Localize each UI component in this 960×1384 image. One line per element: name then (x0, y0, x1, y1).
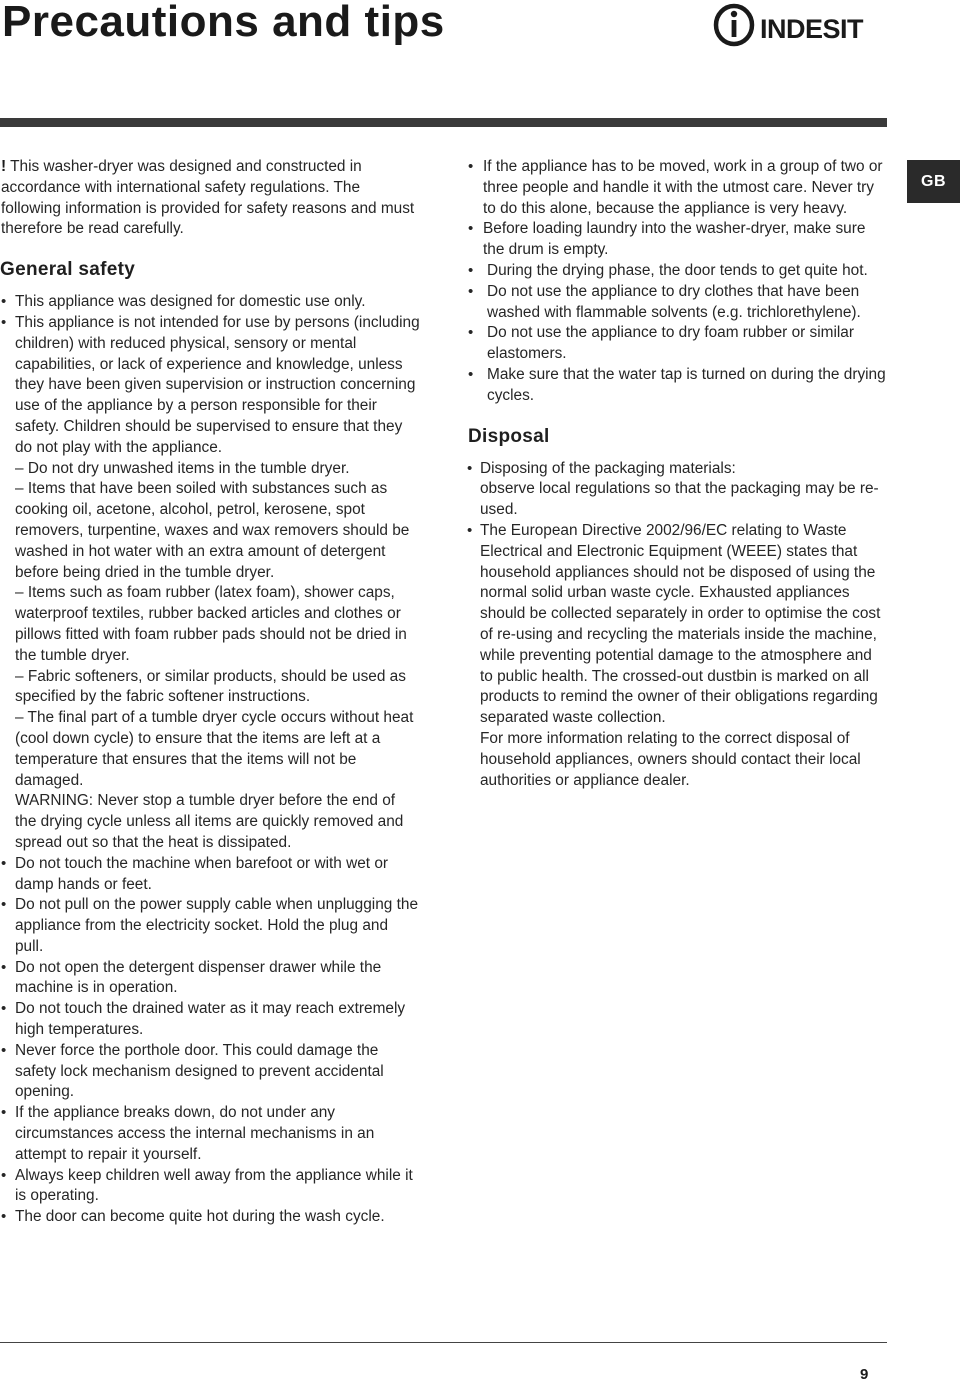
list-item-text: Do not touch the drained water as it may reach extremely high temperatures. (15, 1000, 406, 1039)
list-item-text: Before loading laundry into the washer-dryer, make sure the drum is empty. (483, 220, 866, 259)
right-column (466, 157, 886, 791)
list-item-text: This appliance was designed for domestic use only. (15, 293, 366, 311)
warning-paragraph: WARNING: Never stop a tumble dryer before the end of the drying cycle unless all items are quickly removed and spread out so that the heat is dissipated. (15, 792, 404, 851)
list-item (0, 1166, 420, 1208)
list-item-text: • This appliance is not intended for use by persons (including children) with reduced physical, sensory or mental capabilities, or lack of experience and knowledge, unless they have been given supervision or instruction concerning use of the appliance by a person responsible for their safety. Children should be supervised to ensure that they do not play with the appliance. (15, 313, 420, 456)
list-item (466, 219, 886, 261)
list-item-text: Do not open the detergent dispenser drawer while the machine is in operation. (15, 958, 382, 997)
list-item (0, 1103, 420, 1165)
list-item (466, 521, 886, 791)
list-item-text: If the appliance breaks down, do not under any circumstances access the internal mechanisms in an attempt to repair it yourself. (15, 1104, 375, 1163)
list-item-text: The door can become quite hot during the wash cycle. (15, 1208, 385, 1226)
drying-list (466, 261, 886, 407)
list-item-text: If the appliance has to be moved, work in a group of two or three people and handle it with the utmost care. Never try to do this alone, because the appliance is very heavy. (483, 158, 883, 217)
list-item-text: Always keep children well away from the appliance while it is operating. (15, 1166, 413, 1205)
list-item-text: Never force the porthole door. This could damage the safety lock mechanism designed to prevent accidental opening. (15, 1041, 384, 1101)
list-item-text: Do not pull on the power supply cable when unplugging the appliance from the electricity socket. Hold the plug and pull. (15, 896, 419, 955)
header-rule (0, 118, 887, 127)
list-item (0, 1207, 420, 1228)
list-item (466, 261, 886, 282)
footer-rule (0, 1342, 887, 1343)
page-number: 9 (860, 1366, 869, 1383)
disposal-list (466, 459, 886, 792)
list-item (466, 365, 886, 407)
list-item-text: Make sure that the water tap is turned on during the drying cycles. (487, 365, 886, 404)
list-item (0, 313, 420, 854)
list-item (466, 459, 886, 521)
list-item-text: Do not touch the machine when barefoot or with wet or damp hands or feet. (15, 854, 389, 893)
more-info-paragraph: For more information relating to the correct disposal of household appliances, owners should contact their local authorities or appliance dealer. (480, 729, 861, 789)
list-item-text: During the drying phase, the door tends to get quite hot. (487, 261, 868, 279)
handling-list (466, 157, 886, 261)
language-tab: GB (907, 160, 960, 203)
disposal-heading: Disposal (468, 425, 550, 447)
list-item (0, 292, 420, 313)
dash-paragraph: – Do not dry unwashed items in the tumble dryer. (15, 459, 350, 477)
list-item (466, 157, 886, 219)
intro-text: This washer-dryer was designed and constructed in accordance with international safety regulations. The following information is provided for safety reasons and must therefore be read carefully. (1, 158, 415, 238)
list-item-title: • Disposing of the packaging materials: (480, 459, 736, 477)
list-item-text: Do not use the appliance to dry clothes that have been washed with flammable solvents (e.g. trichlorethylene). (487, 282, 861, 321)
dash-paragraph: – Fabric softeners, or similar products, should be used as specified by the fabric softener instructions. (15, 667, 406, 706)
list-item-text: • The European Directive 2002/96/EC relating to Waste Electrical and Electronic Equipment (WEEE) states that household appliances should not be disposed of using the normal solid urban waste cycle. Exhausted appliances should be collected separately in order to optimise the cost of re-using and recycling the materials inside the machine, while preventing potential damage to the atmosphere and to public health. The crossed-out dustbin is marked on all products to remind the owner of their obligations regarding separated waste collection. (480, 521, 881, 727)
list-item (0, 854, 420, 896)
left-column (0, 157, 420, 1228)
page-title: Precautions and tips (2, 0, 445, 46)
list-item (0, 999, 420, 1041)
list-item-text: Do not use the appliance to dry foam rubber or similar elastomers. (487, 324, 854, 363)
list-item-text: observe local regulations so that the packaging may be re-used. (480, 480, 879, 519)
dash-paragraph: – Items such as foam rubber (latex foam), shower caps, waterproof textiles, rubber backed articles and clothes or pillows fitted with foam rubber pads should not be dried in the tumble dryer. (15, 584, 407, 664)
warning-mark: ! (1, 158, 7, 175)
intro-paragraph (0, 157, 420, 240)
indesit-logo (712, 0, 890, 50)
list-item (0, 958, 420, 1000)
brand-wordmark: INDESIT (760, 14, 864, 44)
general-safety-heading: General safety (0, 259, 136, 281)
general-safety-list (0, 292, 420, 1228)
list-item (0, 895, 420, 957)
list-item (0, 1041, 420, 1103)
dash-paragraph: – Items that have been soiled with substances such as cooking oil, acetone, alcohol, petrol, kerosene, spot removers, turpentine, waxes and wax removers should be washed in hot water with an extra amount of detergent before being dried in the tumble dryer. (15, 480, 410, 581)
list-item (466, 282, 886, 324)
dash-paragraph: – The final part of a tumble dryer cycle occurs without heat (cool down cycle) to ensure that the items are left at a temperature that ensures that the items will not be damaged. (15, 709, 414, 789)
list-item (466, 323, 886, 365)
